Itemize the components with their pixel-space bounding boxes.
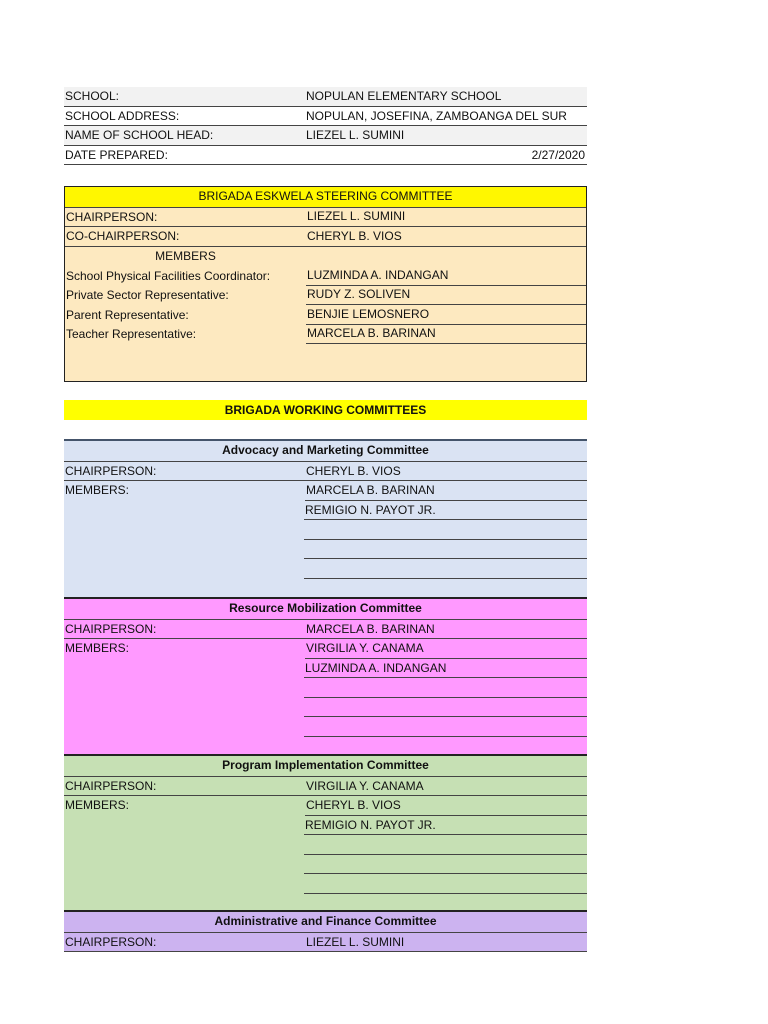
member-row [64,639,587,659]
committee-title: Resource Mobilization Committee [64,597,587,620]
administrative-finance-committee [64,910,587,951]
member-name: VIRGILIA Y. CANAMA [305,639,587,659]
steering-member-name: BENJIE LEMOSNERO [306,305,586,325]
chair-label: CHAIRPERSON: [65,778,157,793]
steering-cochair-row [65,227,586,247]
member-name: MARCELA B. BARINAN [305,481,587,501]
member-name [304,874,587,894]
school-value: NOPULAN ELEMENTARY SCHOOL [306,89,502,104]
steering-member-name: LUZMINDA A. INDANGAN [306,266,586,286]
steering-committee-box [64,186,587,382]
member-row [64,796,587,816]
committee-title: Advocacy and Marketing Committee [64,439,587,462]
school-head-value: LIEZEL L. SUMINI [306,128,405,143]
member-name [304,698,587,718]
address-row [64,107,587,127]
member-name: CHERYL B. VIOS [305,796,587,816]
committee-title: Administrative and Finance Committee [64,910,587,933]
members-label: MEMBERS: [65,641,130,655]
steering-members-label: MEMBERS [155,248,216,263]
steering-cochair-value: CHERYL B. VIOS [307,228,402,243]
date-value: 2/27/2020 [531,147,585,162]
member-row [64,481,587,501]
committee-chair-row [64,933,587,953]
member-name [304,559,587,579]
member-name: REMIGIO N. PAYOT JR. [304,816,587,836]
chair-label: CHAIRPERSON: [65,934,157,949]
working-committees-banner: BRIGADA WORKING COMMITTEES [64,400,587,420]
steering-chair-label: CHAIRPERSON: [66,209,158,224]
steering-member-row [65,305,586,325]
committee-chair-row [64,620,587,640]
school-label: SCHOOL: [65,89,120,104]
chair-label: CHAIRPERSON: [65,463,157,478]
date-row [64,146,587,166]
date-label: DATE PREPARED: [65,147,168,162]
steering-member-row [65,266,586,286]
member-name: REMIGIO N. PAYOT JR. [304,501,587,521]
steering-member-role: Teacher Representative: [66,327,197,342]
steering-committee-title: BRIGADA ESKWELA STEERING COMMITTEE [65,187,586,208]
steering-chair-row [65,208,586,228]
members-label: MEMBERS: [65,483,130,497]
steering-cochair-label: CO-CHAIRPERSON: [66,229,180,244]
resource-mobilization-committee [64,597,587,755]
steering-member-role: Parent Representative: [66,307,189,322]
member-name [304,835,587,855]
members-label: MEMBERS: [65,798,130,812]
member-name [304,540,587,560]
steering-member-role: School Physical Facilities Coordinator: [66,268,271,283]
steering-chair-value: LIEZEL L. SUMINI [307,209,406,224]
committee-chair-row [64,777,587,797]
school-head-label: NAME OF SCHOOL HEAD: [65,128,214,143]
chair-label: CHAIRPERSON: [65,621,157,636]
member-name: LUZMINDA A. INDANGAN [304,659,587,679]
chair-name: MARCELA B. BARINAN [306,621,435,636]
school-row [64,87,587,107]
steering-member-row [65,286,586,306]
member-name [304,855,587,875]
program-implementation-committee [64,754,587,912]
committee-title: Program Implementation Committee [64,754,587,777]
steering-member-row [65,325,586,345]
steering-member-name: RUDY Z. SOLIVEN [306,285,586,305]
chair-name: CHERYL B. VIOS [306,463,401,478]
steering-member-role: Private Sector Representative: [66,288,229,303]
chair-name: VIRGILIA Y. CANAMA [306,778,424,793]
advocacy-committee [64,439,587,597]
school-head-row [64,126,587,146]
school-info-table [64,87,587,165]
member-name [304,717,587,737]
address-value: NOPULAN, JOSEFINA, ZAMBOANGA DEL SUR [306,108,567,123]
member-name [304,520,587,540]
steering-member-name: MARCELA B. BARINAN [306,324,586,344]
committee-chair-row [64,462,587,482]
chair-name: LIEZEL L. SUMINI [306,934,405,949]
member-name [304,678,587,698]
address-label: SCHOOL ADDRESS: [65,108,180,123]
